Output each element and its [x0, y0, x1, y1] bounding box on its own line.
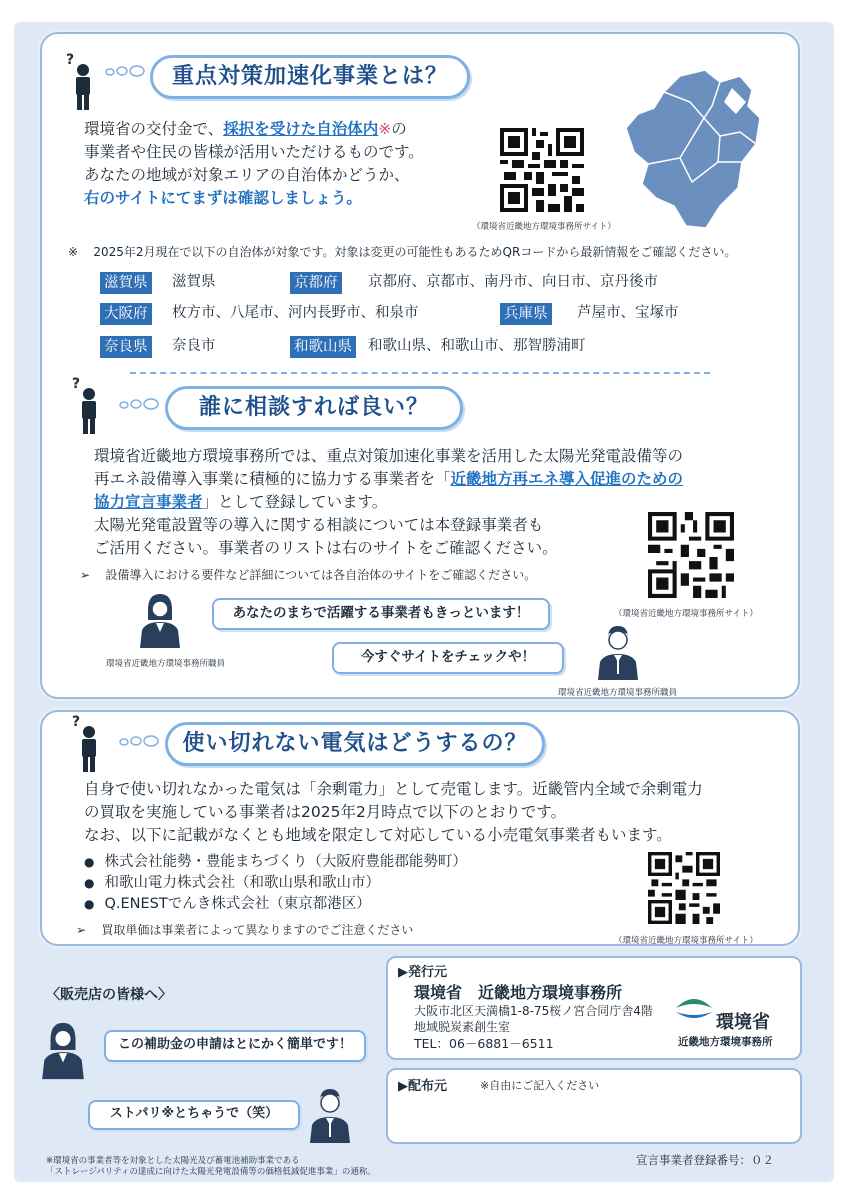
buyer-list-item: ● 和歌山電力株式会社（和歌山県和歌山市） [84, 873, 380, 893]
logo-main-text: 環境省 [716, 1012, 770, 1033]
publisher-tel: TEL：06－6881－6511 [414, 1036, 554, 1051]
staff-label-right: 環境省近畿地方環境事務所職員 [558, 688, 678, 698]
pref-list-shiga: 滋賀県 [172, 274, 216, 290]
buyer-list-item: ● 株式会社能勢・豊能まちづくり（大阪府豊能郡能勢町） [84, 852, 467, 872]
staff-label-left: 環境省近畿地方環境事務所職員 [106, 659, 226, 669]
pref-list-nara: 奈良市 [172, 338, 216, 354]
pref-list-hyogo: 芦屋市、宝塚市 [577, 305, 679, 321]
pref-list-kyoto: 京都府、京都市、南丹市、向日市、京丹後市 [368, 274, 658, 290]
qr-caption-kyouryoku: （環境省近畿地方環境事務所サイト） [614, 609, 758, 619]
retail-heading: 〈販売店の皆様へ〉 [46, 987, 172, 1003]
retail-man-icon [306, 1086, 354, 1144]
distributor-note: ※自由にご記入ください [480, 1079, 600, 1092]
speech-bubble-local-business: あなたのまちで活躍する事業者もきっといます！ [212, 598, 550, 630]
retail-woman-icon [38, 1020, 88, 1080]
distributor-label: ▶配布元 [398, 1079, 447, 1094]
thinking-person-icon [72, 714, 106, 774]
thinking-person-icon [72, 376, 106, 436]
publisher-address: 大阪市北区天満橋1-8-75桜ノ宮合同庁舎4階 地域脱炭素創生室 [414, 1004, 653, 1034]
section-divider [130, 372, 710, 374]
pref-tag-hyogo: 兵庫県 [500, 303, 552, 325]
pref-tag-osaka: 大阪府 [100, 303, 152, 325]
thought-dots-icon [118, 734, 160, 748]
qr-code-jyuten[interactable] [500, 128, 584, 212]
pref-list-osaka: 枚方市、八尾市、河内長野市、和泉市 [172, 305, 419, 321]
kinki-region-map [620, 66, 770, 234]
price-note: ➢ 買取単価は事業者によって異なりますのでご注意ください [76, 923, 414, 937]
section-yojou-heading: 使い切れない電気はどうするの？ [165, 722, 545, 766]
thinking-person-icon [66, 52, 100, 112]
publisher-label: ▶発行元 [398, 965, 447, 980]
requirements-note: ➢ 設備導入における要件など詳細については各自治体のサイトをご確認ください。 [80, 568, 537, 582]
section-soudan-text: 環境省近畿地方環境事務所では、重点対策加速化事業を活用した太陽光発電設備等の 再エネ設備導入事業に積極的に協力する事業者を「近畿地方再エネ導入促進のための 協力宣言事業者」として登録しています。 太陽光発電設置等の導入に関する相談については本登録事業者も ご活用ください。事業者のリストは右のサイトをご確認ください。 [94, 447, 684, 557]
pref-tag-shiga: 滋賀県 [100, 272, 152, 294]
pref-tag-wakayama: 和歌山県 [290, 336, 356, 358]
thought-dots-icon [104, 64, 146, 78]
qr-code-yojou[interactable] [648, 852, 720, 924]
moe-logo-icon [674, 994, 714, 1022]
target-area-note: ※ 2025年2月現在で以下の自治体が対象です。対象は変更の可能性もあるためQRコードから最新情報をご確認ください。 [68, 245, 737, 259]
staff-man-icon [594, 624, 642, 680]
svg-text:?: ? [72, 714, 81, 730]
pref-tag-nara: 奈良県 [100, 336, 152, 358]
speech-bubble-easy-apply: この補助金の申請はとにかく簡単です！ [104, 1030, 366, 1062]
pref-tag-kyoto: 京都府 [290, 272, 342, 294]
pref-list-wakayama: 和歌山県、和歌山市、那智勝浦町 [368, 338, 586, 354]
svg-text:?: ? [72, 376, 81, 392]
speech-bubble-check-site: 今すぐサイトをチェックや！ [332, 642, 564, 674]
thought-dots-icon [118, 397, 160, 411]
qr-code-kyouryoku[interactable] [648, 512, 734, 598]
qr-caption-yojou: （環境省近畿地方環境事務所サイト） [614, 936, 758, 946]
section-jyuten-text: 環境省の交付金で、採択を受けた自治体内※の 事業者や住民の皆様が活用いただけるものです。 あなたの地域が対象エリアの自治体かどうか、 右のサイトにてまずは確認しましょう。 [84, 120, 424, 207]
section-jyuten-heading: 重点対策加速化事業とは？ [150, 55, 470, 99]
stopari-footnote: ※環境省の事業者等を対象とした太陽光及び蓄電池補助事業である 「ストレージパリティの達成に向けた太陽光発電設備等の価格低減促進事業」の通称。 [46, 1156, 376, 1177]
section-yojou-text: 自身で使い切れなかった電気は「余剰電力」として売電します。近畿管内全域で余剰電力 の買取を実施している事業者は2025年2月時点で以下のとおりです。 なお、以下に記載がなくとも地域を限定して対応している小売電気事業者もいます。 [84, 780, 703, 844]
qr-caption-jyuten: （環境省近畿地方環境事務所サイト） [472, 222, 616, 232]
section-soudan-heading: 誰に相談すれば良い？ [165, 386, 463, 430]
staff-woman-icon [136, 592, 184, 648]
logo-sub-text: 近畿地方環境事務所 [678, 1036, 773, 1048]
speech-bubble-stopari: ストパリ※とちゃうで（笑） [88, 1100, 300, 1130]
registration-number: 宣言事業者登録番号：０２ [636, 1153, 774, 1167]
publisher-org: 環境省 近畿地方環境事務所 [414, 983, 623, 1002]
svg-text:?: ? [66, 52, 75, 68]
buyer-list-item: ● Q.ENESTでんき株式会社（東京都港区） [84, 894, 371, 914]
